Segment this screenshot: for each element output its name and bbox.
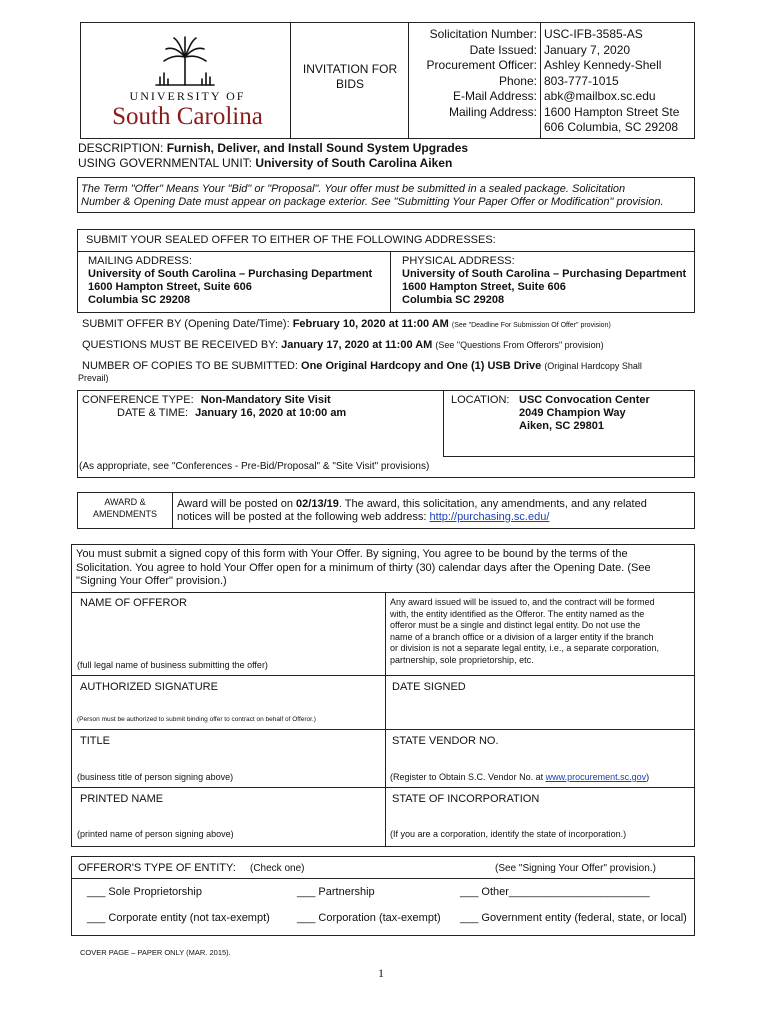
mailing-address-line: University of South Carolina – Purchasing Department [88,268,373,280]
signing-intro-line1: You must submit a signed copy of this form with Your Offer. By signing, You agree to be bound by the terms of the [76,548,628,560]
copies-note-line2: Prevail) [78,373,109,383]
description-label: DESCRIPTION: [78,141,164,155]
submit-divider [390,251,391,313]
date-signed-label: DATE SIGNED [392,681,466,693]
physical-address-line: University of South Carolina – Purchasing Department [402,268,687,280]
award-text [177,498,647,524]
doc-type: INVITATION FOR BIDS [302,62,398,91]
title-label: TITLE [80,735,110,747]
phone-label: Phone: [498,73,537,88]
mailing-address-line: 1600 Hampton Street, Suite 606 [88,281,252,293]
printed-name-label: PRINTED NAME [80,793,164,805]
award-entity-note-line: partnership, sole proprietorship, etc. [390,654,534,665]
conference-divider [443,390,444,456]
mailing-address-heading: MAILING ADDRESS: [88,255,192,267]
state-vendor-hint-prefix: (Register to Obtain S.C. Vendor No. at [390,772,546,782]
questions-value: January 17, 2020 at 11:00 AM [281,339,433,351]
offer-notice-line1: The Term "Offer" Means Your "Bid" or "Proposal". Your offer must be submitted in a sealed package. Solicitation [81,183,626,195]
award-entity-note-line: or division is not a separate legal entity, i.e., a separate corporation, [390,643,659,653]
award-date: 02/13/19 [296,498,339,510]
conference-rule [443,456,695,457]
signing-rule-top [71,592,695,593]
solicitation-number-label: Solicitation Number: [429,27,537,41]
award-url-link[interactable]: http://purchasing.sc.edu/ [429,511,550,523]
copies-label: NUMBER OF COPIES TO BE SUBMITTED: [82,360,298,372]
questions-note: (See "Questions From Offerors" provision) [435,340,604,350]
entity-option-corporation-tax-exempt[interactable]: ___ Corporation (tax-exempt) [297,912,441,924]
submit-by-label: SUBMIT OFFER BY (Opening Date/Time): [82,318,290,330]
award-entity-note-line: with, the entity identified as the Offeror. The entity named as the [390,608,645,619]
conference-location [519,394,650,433]
signing-intro-line2: Solicitation. You agree to hold Your Offer open for a minimum of thirty (30) calendar days after the Opening Date. (See [76,561,651,574]
copies-line [82,360,642,372]
phone-value: 803-777-1015 [544,73,619,88]
university-line1: UNIVERSITY OF [129,89,246,103]
mailing-address-label: Mailing Address: [448,104,537,119]
name-of-offeror-label: NAME OF OFFEROR [80,597,187,609]
entity-option-other[interactable]: ___ Other_______________________ [460,886,650,898]
title-hint: (business title of person signing above) [77,772,234,782]
solicitation-number-value: USC-IFB-3585-AS [544,27,643,41]
email-label: E-Mail Address: [452,89,537,103]
signing-center-divider [385,592,386,847]
state-vendor-label: STATE VENDOR NO. [392,735,499,747]
signing-rule-3 [71,729,695,730]
header-divider-1 [290,22,291,139]
entity-type-see: (See "Signing Your Offer" provision.) [495,863,656,874]
printed-name-hint: (printed name of person signing above) [77,829,234,839]
date-issued-label: Date Issued: [469,42,537,57]
header-field-labels [410,27,537,120]
physical-address-block [402,255,686,307]
title-field[interactable] [76,750,376,766]
procurement-url-link[interactable]: www.procurement.sc.gov [545,772,647,782]
award-entity-note-line: Any award issued will be issued to, and the contract will be formed [390,597,655,607]
submit-heading-rule [77,251,695,252]
conference-details [82,394,346,420]
submit-by-line [82,318,611,330]
conference-location-label: LOCATION: [451,394,510,406]
name-of-offeror-hint: (full legal name of business submitting the offer) [77,660,268,670]
state-incorporation-hint: (If you are a corporation, identify the state of incorporation.) [390,829,627,839]
entity-option-sole-proprietorship[interactable]: ___ Sole Proprietorship [87,886,202,898]
conference-datetime-label: DATE & TIME: [117,407,189,419]
form-footer-id: COVER PAGE – PAPER ONLY (MAR. 2015). [80,948,231,957]
conference-note: (As appropriate, see "Conferences - Pre-Bid/Proposal" & "Site Visit" provisions) [79,461,430,472]
award-label-line1: AWARD & [104,497,146,507]
date-signed-field[interactable] [390,696,690,724]
award-entity-note-line: name of a branch office or a division of a larger entity if the branch [390,631,654,642]
mailing-address-value-line2: 606 Columbia, SC 29208 [544,120,679,134]
procurement-officer-label: Procurement Officer: [426,58,537,72]
physical-address-heading: PHYSICAL ADDRESS: [402,255,515,267]
page-number: 1 [378,966,384,980]
conference-location-line: Aiken, SC 29801 [519,420,604,432]
mailing-address-block [88,255,372,307]
conference-location-line: USC Convocation Center [519,394,650,406]
award-text-suffix: . The award, this solicitation, any amendments, and any related [338,498,647,510]
award-entity-note-line: offeror must be a single and distinct legal entity. Do not use the [390,620,641,630]
conference-type-label: CONFERENCE TYPE: [82,394,194,406]
award-entity-note [390,597,659,666]
name-of-offeror-field[interactable] [76,612,376,656]
questions-label: QUESTIONS MUST BE RECEIVED BY: [82,339,279,351]
questions-line [82,339,604,351]
printed-name-field[interactable] [76,808,376,824]
palmetto-tree-icon [150,35,220,87]
entity-option-partnership[interactable]: ___ Partnership [297,886,375,898]
entity-option-government[interactable]: ___ Government entity (federal, state, or local) [460,912,687,924]
conference-type-value: Non-Mandatory Site Visit [200,394,331,406]
award-label-line2: AMENDMENTS [92,509,157,519]
submit-heading: SUBMIT YOUR SEALED OFFER TO EITHER OF THE FOLLOWING ADDRESSES: [86,234,496,246]
procurement-officer-value: Ashley Kennedy-Shell [544,58,662,72]
entity-type-rule [71,878,695,879]
state-vendor-hint-suffix: ) [646,772,650,782]
award-divider [172,492,173,529]
governmental-unit-value: University of South Carolina Aiken [255,156,453,170]
physical-address-line: Columbia SC 29208 [402,294,505,306]
date-issued-value: January 7, 2020 [544,42,631,57]
header-field-values [544,27,694,136]
physical-address-line: 1600 Hampton Street, Suite 606 [402,281,566,293]
award-line2-prefix: notices will be posted at the following web address: [177,511,430,523]
mailing-address-value: 1600 Hampton Street Ste [544,104,680,119]
header-divider-2 [408,22,409,139]
signing-rule-4 [71,787,695,788]
signing-intro [76,548,651,589]
state-incorporation-label: STATE OF INCORPORATION [392,793,540,805]
authorized-signature-field[interactable] [76,696,376,712]
signing-rule-2 [71,675,695,676]
entity-type-label: OFFEROR'S TYPE OF ENTITY: [78,862,236,874]
authorized-signature-hint: (Person must be authorized to submit binding offer to contract on behalf of Offeror.) [77,716,316,723]
entity-option-corporate[interactable]: ___ Corporate entity (not tax-exempt) [87,912,270,924]
conference-datetime-value: January 16, 2020 at 10:00 am [195,407,347,419]
mailing-address-line: Columbia SC 29208 [88,294,191,306]
offer-notice-text [81,183,664,209]
university-logo [95,35,280,131]
state-vendor-field[interactable] [390,750,690,766]
header-divider-3 [540,22,541,139]
university-line2: South Carolina [112,103,263,130]
copies-note: (Original Hardcopy Shall [544,361,642,371]
signing-intro-line3: "Signing Your Offer" provision.) [76,575,227,587]
submit-by-value: February 10, 2020 at 11:00 AM [292,318,449,330]
copies-value: One Original Hardcopy and One (1) USB Drive [301,360,542,372]
state-vendor-hint [390,772,649,782]
governmental-unit-line [78,156,452,170]
conference-location-line: 2049 Champion Way [519,407,626,419]
description-line [78,141,468,155]
offer-notice-line2: Number & Opening Date must appear on package exterior. See "Submitting Your Paper Offer or Modification" provision. [81,196,664,208]
state-incorporation-field[interactable] [390,808,690,824]
award-label [78,496,172,520]
award-text-prefix: Award will be posted on [177,498,297,510]
email-value: abk@mailbox.sc.edu [544,89,656,103]
entity-type-check: (Check one) [250,863,305,874]
submit-by-note: (See "Deadline For Submission Of Offer" provision) [451,322,611,329]
authorized-signature-label: AUTHORIZED SIGNATURE [80,681,218,693]
governmental-unit-label: USING GOVERNMENTAL UNIT: [78,156,253,170]
description-value: Furnish, Deliver, and Install Sound System Upgrades [166,141,469,155]
